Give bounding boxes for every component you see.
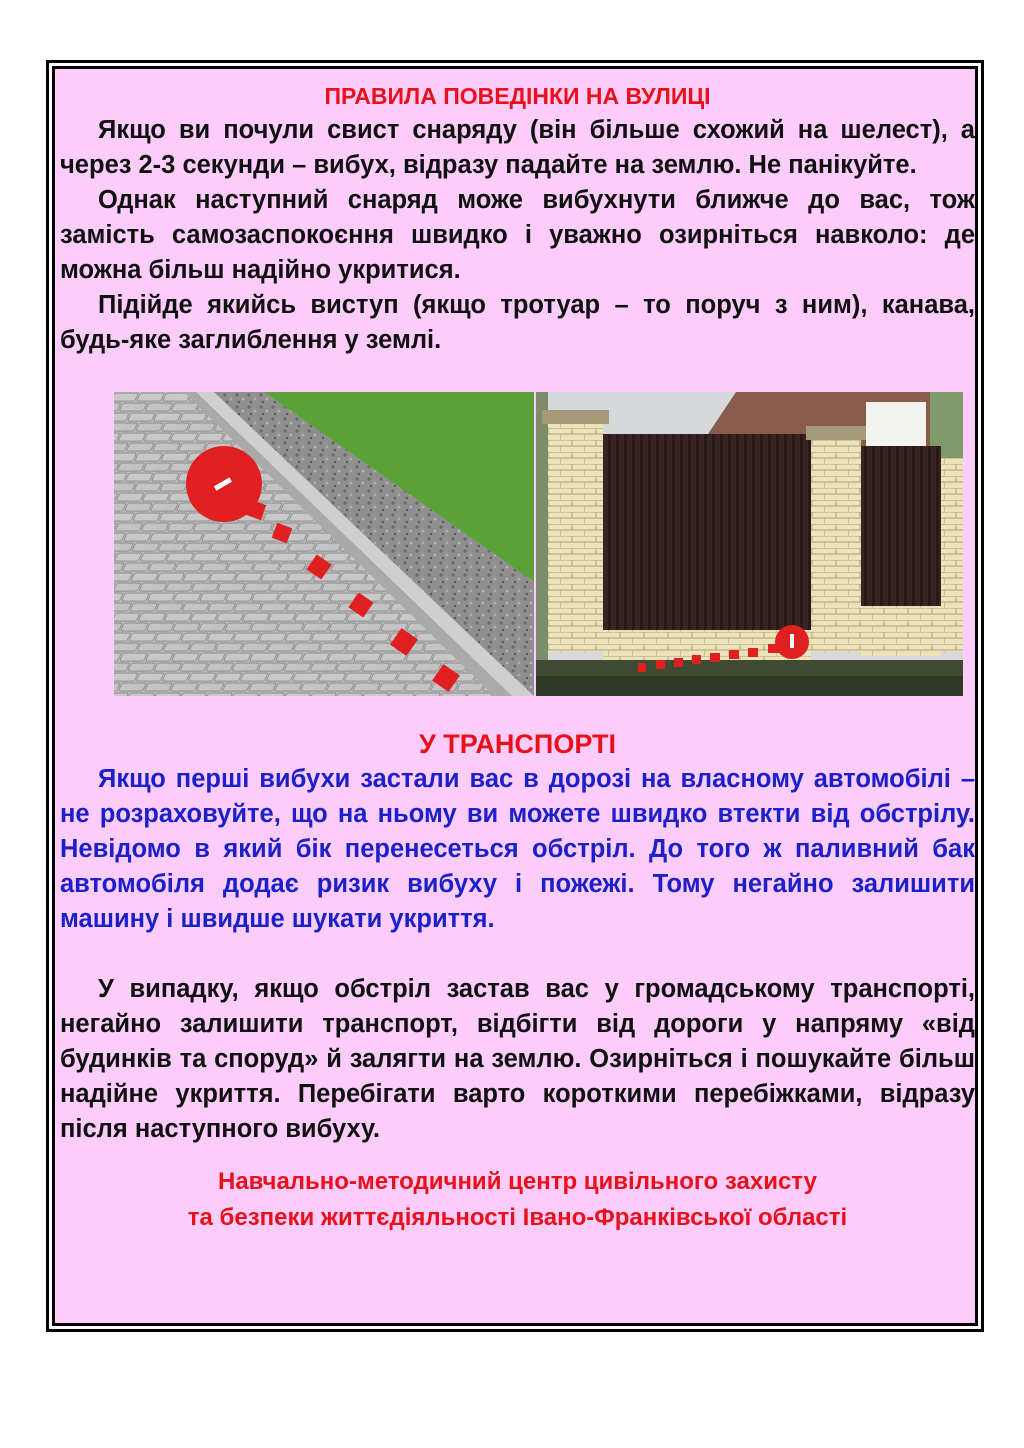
street-paragraph-1: Якщо ви почули свист снаряду (він більше схожий на шелест), а через 2-3 секунди – вибух, відразу падайте на землю. Не панікуйте. [60, 116, 975, 179]
photo-row [60, 392, 975, 696]
page-frame [46, 60, 984, 1332]
curb-sidewalk-illustration-icon [114, 392, 534, 696]
footer [60, 1164, 975, 1236]
footer-line-2: та безпеки життєдіяльності Івано-Франківської області [187, 1204, 848, 1231]
transport-paragraph-public: У випадку, якщо обстріл застав вас у громадському транспорті, негайно залишити транспорт, відбігти від дороги у напряму «від будинків та споруд» й залягти на землю. Озирніться і пошукайте більш надійне укриття. Перебігати варто короткими перебіжками, відразу після наступного вибуху. [60, 975, 975, 1143]
fence-illustration [536, 392, 963, 696]
footer-line-1: Навчально-методичний центр цивільного захисту [218, 1168, 817, 1195]
transport-heading: У ТРАНСПОРТІ [419, 729, 616, 759]
poster-content [60, 81, 975, 1236]
street-paragraph-3: Підійде якийсь виступ (якщо тротуар – то поруч з ним), канава, будь-яке заглиблення у землі. [60, 291, 975, 354]
curb-sidewalk-illustration [114, 392, 534, 696]
paragraph-gap [60, 937, 975, 972]
transport-paragraph-car: Якщо перші вибухи застали вас в дорозі на власному автомобілі – не розраховуйте, що на ньому ви можете швидко втекти від обстрілу. Невідомо в який бік перенесеться обстріл. До того ж паливний бак автомобіля додає ризик вибуху і пожежі. Тому негайно залишити машину і швидше шукати укриття. [60, 765, 975, 933]
fence-illustration-icon [536, 392, 963, 696]
street-paragraph-2: Однак наступний снаряд може вибухнути ближче до вас, тож замість самозаспокоєння швидко і уважно озирніться навколо: де можна більш надійно укритися. [60, 186, 975, 284]
page-title: ПРАВИЛА ПОВЕДІНКИ НА ВУЛИЦІ [324, 83, 711, 109]
poster [52, 66, 978, 1326]
